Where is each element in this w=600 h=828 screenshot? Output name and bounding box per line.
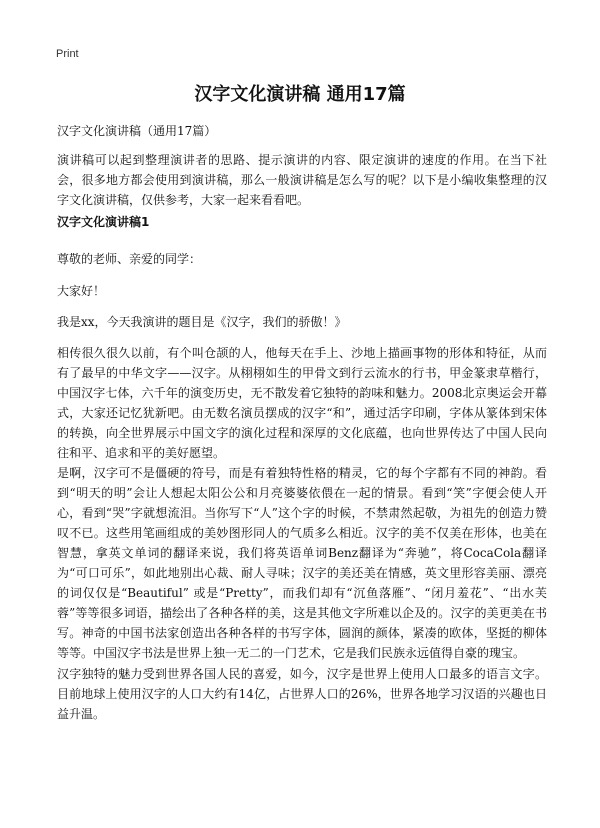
paragraph-history: 相传很久很久以前，有个叫仓颉的人，他每天在手上、沙地上描画事物的形体和特征，从而有了最早的中华文字——汉字。从栩栩如生的甲骨文到行云流水的行书，甲金篆隶草楷行，中国汉字七体，六千年的演变历史，无不散发着它独特的韵味和魅力。2008北京奥运会开幕式，大家还记忆犹新吧。由无数名演员摆成的汉字“和”，通过活字印刷，字体从篆体到宋体的转换，向全世界展示中国文字的演化过程和深厚的文化底蕴，也向世界传达了中国人民向往和平、追求和平的美好愿望。 [57, 346, 547, 460]
document-title: 汉字文化演讲稿 通用17篇 [194, 84, 406, 105]
paragraph-charm: 汉字独特的魅力受到世界各国人民的喜爱，如今，汉字是世界上使用人口最多的语言文字。目前地球上使用汉字的人口大约有14亿，占世界人口的26%，世界各地学习汉语的兴趣也日益升温。 [57, 667, 547, 721]
section-heading: 汉字文化演讲稿1 [57, 215, 150, 229]
print-label: Print [56, 48, 79, 60]
speech-intro: 我是xx，今天我演讲的题目是《汉字，我们的骄傲！》 [57, 315, 347, 329]
greeting-all: 大家好！ [57, 284, 106, 298]
paragraph-spirit: 是啊，汉字可不是僵硬的符号，而是有着独特性格的精灵，它的每个字都有不同的神韵。看到“明天的明”会让人想起太阳公公和月亮婆婆依偎在一起的情景。看到“笑”字便会使人开心，看到“哭”字就想流泪。当你写下“人”这个字的时候，不禁肃然起敬，为祖先的创造力赞叹不已。这些用笔画组成的美妙图形同人的气质多么相近。汉字的美不仅美在形体，也美在智慧，拿英文单词的翻译来说，我们将英语单词Benz翻译为“奔驰”，将CocaCola翻译为“可口可乐”，如此地别出心裁、耐人寻味；汉字的美还美在情感，英文里形容美丽、漂亮的词仅仅是“Beautiful” 或是“Pretty”，而我们却有“沉鱼落雁”、“闭月羞花”、“出水芙蓉”等等很多词语，描绘出了各种各样的美，这是其他文字所难以企及的。汉字的美更美在书写。神奇的中国书法家创造出各种各样的书写字体，圆润的颜体，紧凑的欧体，坚挺的柳体等等。中国汉字书法是世界上独一无二的一门艺术，它是我们民族永远值得自豪的瑰宝。 [57, 466, 547, 660]
document-subtitle: 汉字文化演讲稿（通用17篇） [57, 124, 217, 138]
greeting-teachers: 尊敬的老师、亲爱的同学： [57, 252, 202, 266]
intro-paragraph: 演讲稿可以起到整理演讲者的思路、提示演讲的内容、限定演讲的速度的作用。在当下社会，很多地方都会使用到演讲稿，那么一般演讲稿是怎么写的呢？以下是小编收集整理的汉字文化演讲稿，仅供参考，大家一起来看看吧。 [57, 153, 547, 207]
